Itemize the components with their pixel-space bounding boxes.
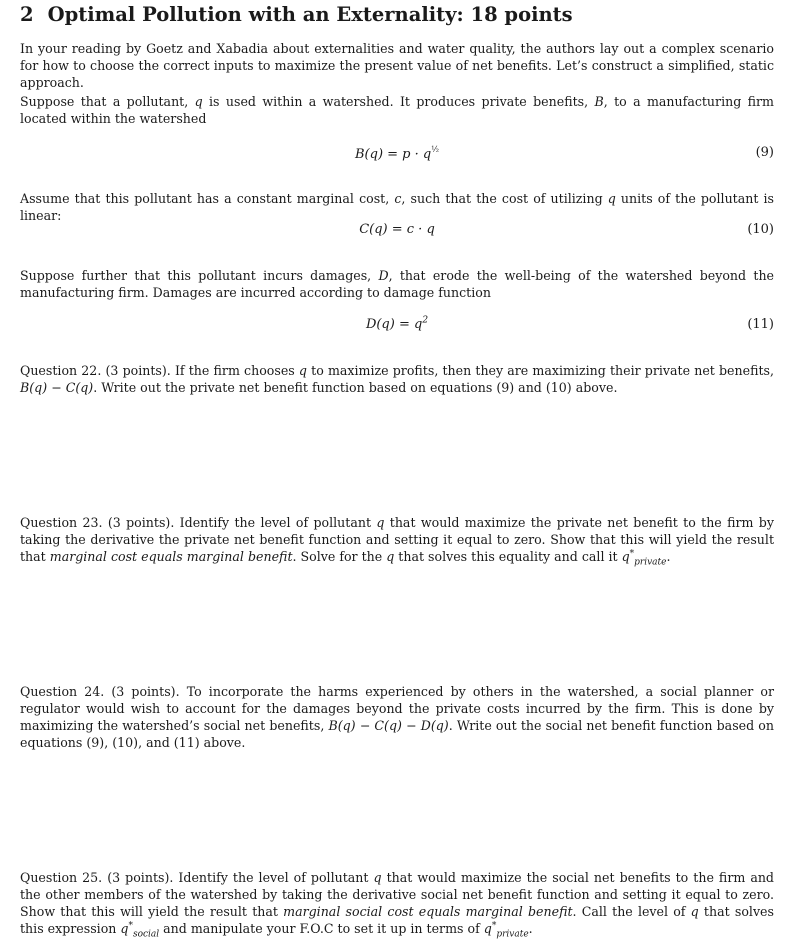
equation-formula: D(q) = q — [365, 317, 423, 332]
question-23 — [20, 514, 774, 568]
text-run: Suppose that a pollutant, — [20, 94, 195, 109]
question-22 — [20, 362, 774, 396]
math-var: q — [386, 549, 395, 564]
text-run: and manipulate your F.O.C to set it up in terms of — [159, 921, 484, 936]
math-var: D — [378, 268, 389, 283]
section-heading — [20, 3, 573, 26]
text-run: Question 25. (3 points). Identify the level of pollutant — [20, 870, 374, 885]
text-run: is used within a watershed. It produces private benefits, — [202, 94, 595, 109]
equation-9 — [20, 145, 774, 165]
text-run: that solves this expression — [20, 904, 774, 936]
text-run: to maximize profits, then they are maximizing their private net benefits, — [306, 363, 774, 378]
intro-paragraph: In your reading by Goetz and Xabadia about externalities and water quality, the authors lay out a complex scenario for how to choose the correct inputs to maximize the present value of net benefits. Let’s construct a simplified, static approach. — [20, 41, 774, 90]
math-var: c — [394, 191, 402, 206]
math-var: q — [298, 363, 307, 378]
equation-exponent: ½ — [431, 145, 439, 154]
question-24 — [20, 683, 774, 751]
equation-number: (11) — [747, 317, 774, 332]
math-var: q — [376, 515, 385, 530]
math-expression: B(q) − C(q) — [20, 380, 94, 395]
text-run: units of the pollutant is linear: — [20, 191, 775, 223]
math-var: q — [194, 94, 203, 109]
benefit-paragraph — [20, 93, 774, 127]
cost-paragraph — [20, 190, 774, 224]
text-run: , to a manufacturing firm located within the watershed — [20, 94, 774, 126]
text-run: . Write out the social net benefit function based on equations (9), (10), and (11) above. — [20, 718, 774, 750]
equation-10 — [20, 222, 774, 242]
text-run: that solves this equality and call it — [394, 549, 622, 564]
text-run: , that erode the well-being of the watershed beyond the manufacturing firm. Damages are incurred according to damage function — [20, 268, 775, 300]
text-run: , such that the cost of utilizing — [401, 191, 608, 206]
math-var: q — [690, 904, 699, 919]
math-var: B — [594, 94, 604, 109]
equation-number: (10) — [747, 222, 774, 237]
text-run: that would maximize the social net benefits to the firm and the other members of the watershed by taking the derivative social net benefit function and setting it equal to zero. Show that this will yield the result that — [20, 870, 774, 919]
text-run: . — [528, 921, 533, 936]
equation-formula: C(q) = c · q — [359, 222, 435, 237]
text-run: Question 24. (3 points). To incorporate the harms experienced by others in the watershed, a social planner or regulator would wish to account for the damages beyond the private costs incurred by the firm. This is done by maximizing the watershed’s social net benefits, — [20, 684, 774, 733]
math-symbol: $q^*_{social}$ — [120, 920, 160, 940]
math-symbol: $q^*_{private}$ — [621, 548, 667, 568]
math-symbol: $q^*_{private}$ — [483, 920, 529, 940]
text-run: Question 22. (3 points). If the firm chooses — [20, 363, 299, 378]
text-run: Assume that this pollutant has a constant marginal cost, — [20, 191, 395, 206]
question-25 — [20, 869, 774, 940]
math-var: q — [607, 191, 616, 206]
text-run: . Solve for the — [292, 549, 387, 564]
emphasis-text: marginal cost equals marginal benefit — [49, 549, 293, 564]
text-run: Suppose further that this pollutant incurs damages, — [20, 268, 379, 283]
equation-exponent: 2 — [422, 315, 429, 326]
section-title: Optimal Pollution with an Externality: 18 points — [47, 3, 573, 26]
text-run: Question 23. (3 points). Identify the level of pollutant — [20, 515, 377, 530]
damage-paragraph — [20, 267, 774, 301]
text-run: . — [666, 549, 671, 564]
text-run: . Write out the private net benefit function based on equations (9) and (10) above. — [93, 380, 618, 395]
equation-formula: B(q) = p · q — [355, 147, 432, 162]
equation-11 — [20, 317, 774, 337]
text-run: . Call the level of — [572, 904, 691, 919]
math-expression: B(q) − C(q) − D(q) — [328, 718, 449, 733]
emphasis-text: marginal social cost equals marginal benefit — [283, 904, 573, 919]
math-var: q — [373, 870, 382, 885]
equation-number: (9) — [755, 145, 774, 160]
section-number: 2 — [20, 3, 34, 26]
text-run: that would maximize the private net benefit to the firm by taking the derivative the private net benefit function and setting it equal to zero. Show that this will yield the result that — [20, 515, 774, 564]
